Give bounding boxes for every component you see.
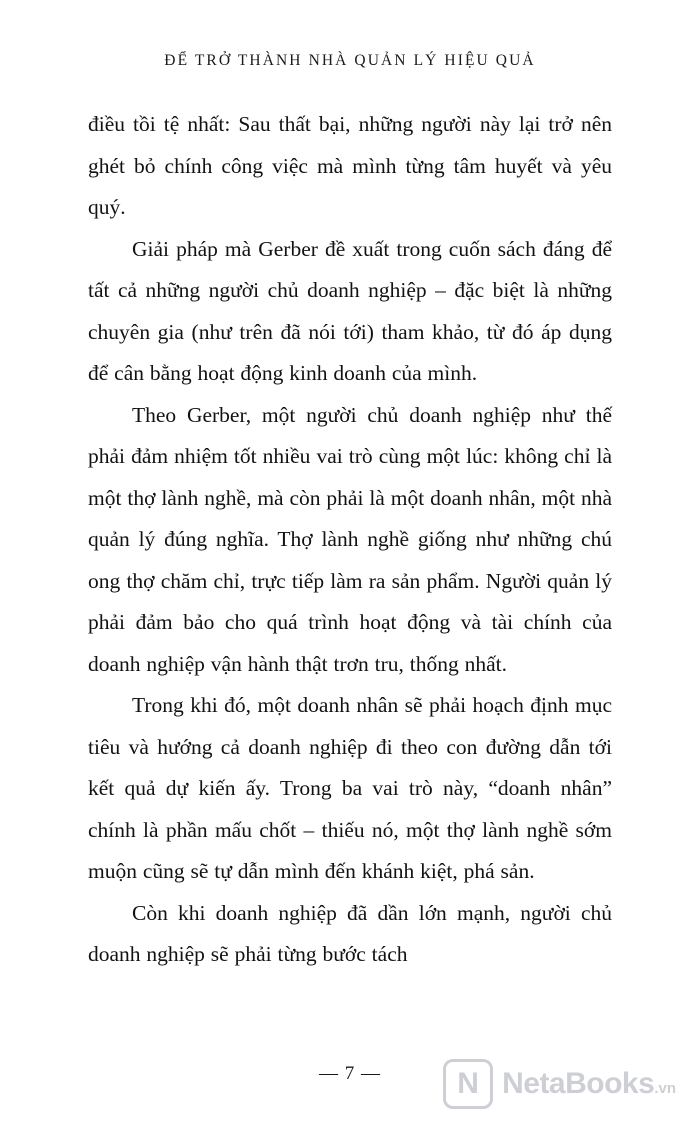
- watermark: [443, 1059, 676, 1109]
- watermark-name: NetaBooks: [502, 1067, 655, 1100]
- paragraph: Theo Gerber, một người chủ doanh nghiệp như thế phải đảm nhiệm tốt nhiều vai trò cùng một lúc: không chỉ là một thợ lành nghề, mà còn phải là một doanh nhân, một nhà quản lý đúng nghĩa. Thợ lành nghề giống như những chú ong thợ chăm chỉ, trực tiếp làm ra sản phẩm. Người quản lý phải đảm bảo cho quá trình hoạt động và tài chính của doanh nghiệp vận hành thật trơn tru, thống nhất.: [88, 402, 612, 676]
- paragraph: Còn khi doanh nghiệp đã dần lớn mạnh, người chủ doanh nghiệp sẽ phải từng bước tách: [88, 900, 612, 966]
- paragraph: Giải pháp mà Gerber đề xuất trong cuốn sách đáng để tất cả những người chủ doanh nghiệp – đặc biệt là những chuyên gia (như trên đã nói tới) tham khảo, từ đó áp dụng để cân bằng hoạt động kinh doanh của mình.: [88, 236, 612, 385]
- watermark-suffix: .vn: [654, 1080, 676, 1097]
- page-number: — 7 —: [319, 1063, 381, 1084]
- netabooks-logo-icon: [443, 1059, 493, 1109]
- paragraph: Trong khi đó, một doanh nhân sẽ phải hoạch định mục tiêu và hướng cả doanh nghiệp đi theo con đường dẫn tới kết quả dự kiến ấy. Trong ba vai trò này, “doanh nhân” chính là phần mấu chốt – thiếu nó, một thợ lành nghề sớm muộn cũng sẽ tự dẫn mình đến khánh kiệt, phá sản.: [88, 693, 612, 883]
- watermark-label: [502, 1069, 676, 1099]
- running-head: ĐỂ TRỞ THÀNH NHÀ QUẢN LÝ HIỆU QUẢ: [164, 52, 536, 69]
- body-text-block: [88, 104, 612, 976]
- paragraph: điều tồi tệ nhất: Sau thất bại, những người này lại trở nên ghét bỏ chính công việc mà mình từng tâm huyết và yêu quý.: [88, 112, 612, 219]
